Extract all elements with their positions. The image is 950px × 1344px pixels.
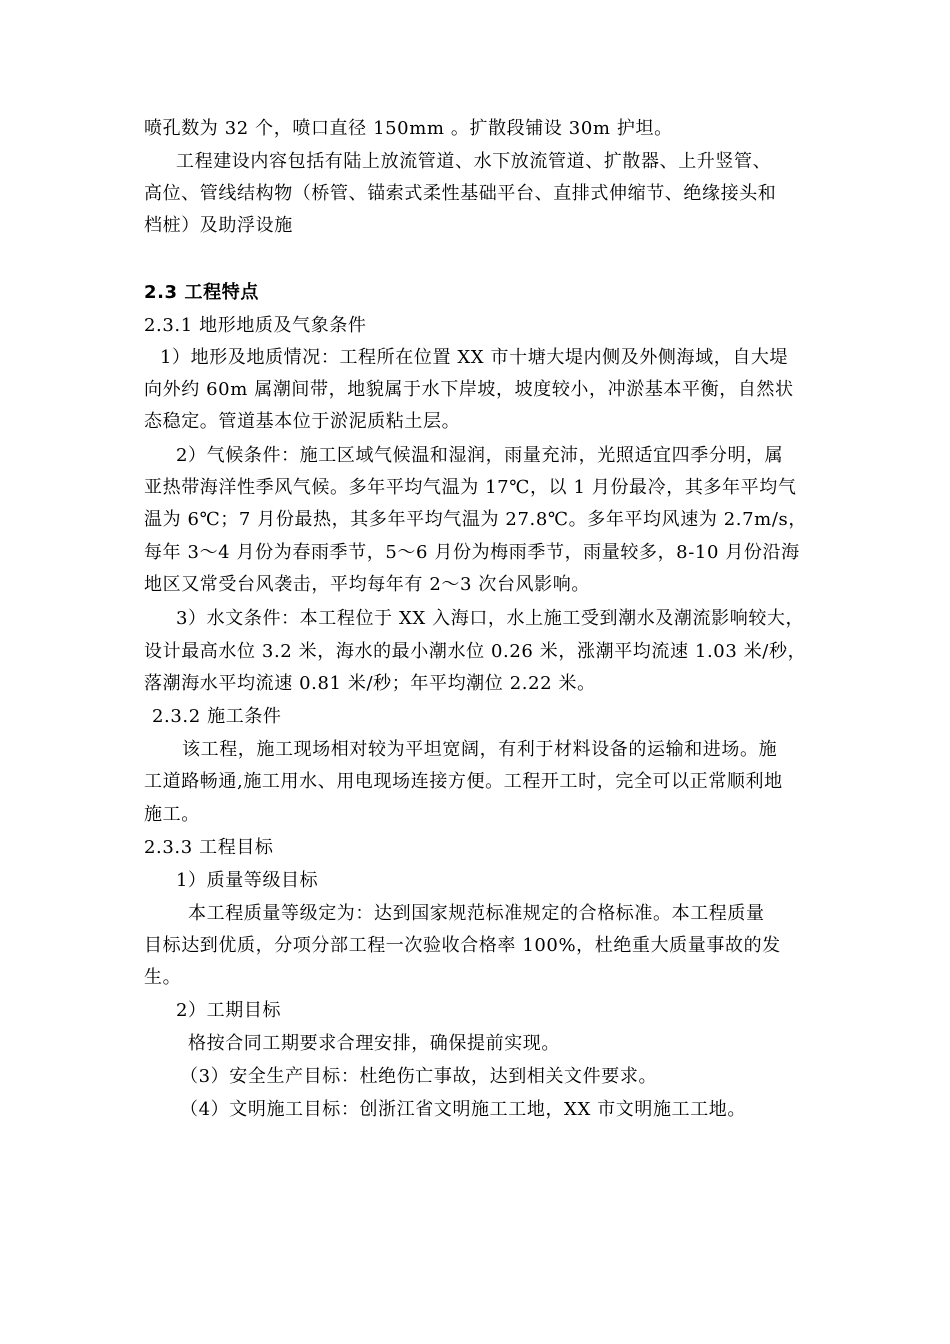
paragraph-construction-line-3: 施工。: [144, 804, 200, 825]
paragraph-hydro-line-3: 落潮海水平均流速 0.81 米/秒；年平均潮位 2.22 米。: [144, 673, 596, 694]
paragraph-hydro-line-1: 3）水文条件：本工程位于 XX 入海口，水上施工受到潮水及潮流影响较大，: [176, 608, 805, 629]
paragraph-quality-line-1: 本工程质量等级定为：达到国家规范标准规定的合格标准。本工程质量: [188, 903, 765, 924]
paragraph-climate-line-2: 亚热带海洋性季风气候。多年平均气温为 17℃，以 1 月份最冷，其多年平均气: [144, 477, 797, 498]
paragraph-hydro-line-2: 设计最高水位 3.2 米，海水的最小潮水位 0.26 米，涨潮平均流速 1.03 米/秒，: [144, 641, 807, 662]
subsection-heading-2-3-3: 2.3.3 工程目标: [144, 837, 274, 858]
paragraph-intro-continued: 喷孔数为 32 个，喷口直径 150mm 。扩散段铺设 30m 护坦。: [144, 118, 673, 139]
goal-schedule-heading: 2）工期目标: [176, 1000, 282, 1021]
goal-safety: （3）安全生产目标：杜绝伤亡事故，达到相关文件要求。: [180, 1066, 658, 1087]
paragraph-climate-line-3: 温为 6℃；7 月份最热，其多年平均气温为 27.8℃。多年平均风速为 2.7m/s，: [144, 509, 807, 530]
paragraph-scope-line-3: 档桩）及助浮设施: [144, 215, 293, 236]
paragraph-quality-line-3: 生。: [144, 967, 182, 988]
goal-civilized-construction: （4）文明施工目标：创浙江省文明施工工地，XX 市文明施工工地。: [180, 1099, 746, 1120]
section-heading-2-3: 2.3 工程特点: [144, 282, 259, 303]
paragraph-terrain-line-1: 1）地形及地质情况：工程所在位置 XX 市十塘大堤内侧及外侧海域，自大堤: [160, 347, 789, 368]
paragraph-climate-line-5: 地区又常受台风袭击，平均每年有 2～3 次台风影响。: [144, 574, 590, 595]
subsection-heading-2-3-1: 2.3.1 地形地质及气象条件: [144, 315, 367, 336]
paragraph-terrain-line-2: 向外约 60m 属潮间带，地貌属于水下岸坡，坡度较小，冲淤基本平衡，自然状: [144, 379, 794, 400]
paragraph-quality-line-2: 目标达到优质，分项分部工程一次验收合格率 100%，杜绝重大质量事故的发: [144, 935, 781, 956]
subsection-heading-2-3-2: 2.3.2 施工条件: [152, 706, 282, 727]
paragraph-scope-line-2: 高位、管线结构物（桥管、锚索式柔性基础平台、直排式伸缩节、绝缘接头和: [144, 183, 777, 204]
paragraph-terrain-line-3: 态稳定。管道基本位于淤泥质粘土层。: [144, 411, 461, 432]
goal-quality-heading: 1）质量等级目标: [176, 870, 319, 891]
paragraph-climate-line-4: 每年 3～4 月份为春雨季节，5～6 月份为梅雨季节，雨量较多，8-10 月份沿海: [144, 542, 800, 563]
paragraph-construction-line-1: 该工程，施工现场相对较为平坦宽阔，有利于材料设备的运输和进场。施: [182, 739, 778, 760]
paragraph-construction-line-2: 工道路畅通,施工用水、用电现场连接方便。工程开工时，完全可以正常顺利地: [144, 771, 783, 792]
paragraph-scope-line-1: 工程建设内容包括有陆上放流管道、水下放流管道、扩散器、上升竖管、: [176, 151, 772, 172]
paragraph-schedule: 格按合同工期要求合理安排，确保提前实现。: [188, 1033, 560, 1054]
paragraph-climate-line-1: 2）气候条件：施工区域气候温和湿润，雨量充沛，光照适宜四季分明，属: [176, 445, 784, 466]
